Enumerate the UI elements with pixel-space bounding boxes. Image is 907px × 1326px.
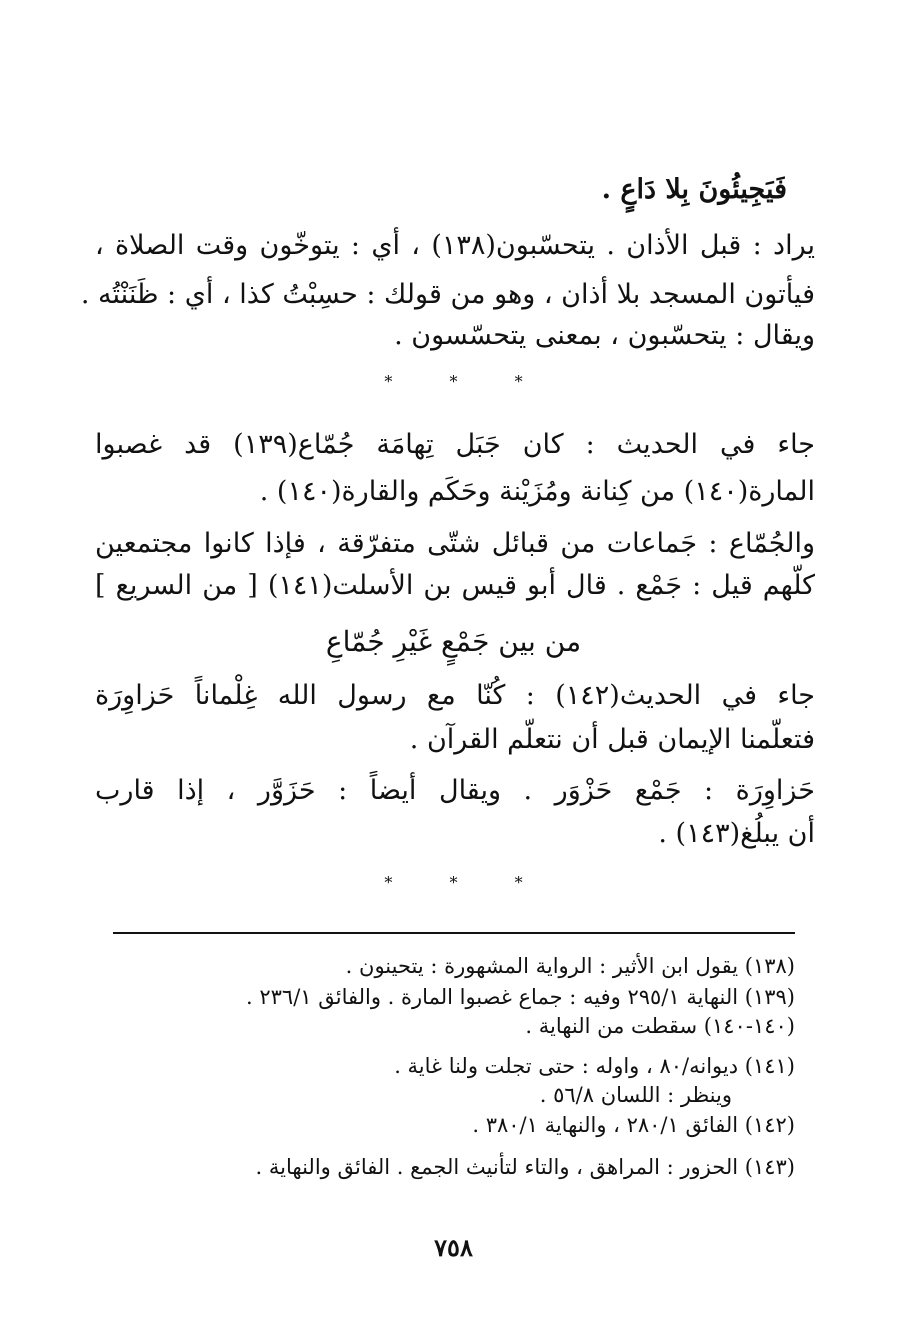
footnote-141-continuation: وينظر : اللسان ٥٦/٨ . [539, 1083, 732, 1107]
text-line-1: فَيَجِيئُونَ بِلا دَاعٍ . [601, 174, 787, 205]
footnote-divider [113, 932, 795, 934]
poetry-verse: من بين جَمْعٍ غَيْرِ جُمّاعِ [325, 625, 582, 658]
footnote-140: (١٤٠-١٤٠) سقطت من النهاية . [525, 1014, 795, 1038]
footnote-141: (١٤١) ديوانه/٨٠ ، واوله : حتى تجلت ولنا غاية . [394, 1054, 795, 1078]
star-icon: * [384, 372, 393, 391]
text-line-9: جاء في الحديث(١٤٢) : كُنّا مع رسول الله غِلْماناً حَزاوِرَة [95, 680, 815, 711]
page-number: ٧٥٨ [434, 1233, 473, 1262]
text-line-2: يراد : قبل الأذان . يتحسّبون(١٣٨) ، أي : يتوخّون وقت الصلاة ، [95, 230, 815, 261]
star-icon: * [514, 873, 523, 892]
text-line-4: ويقال : يتحسّبون ، بمعنى يتحسّسون . [394, 320, 815, 351]
text-line-7: والجُمّاع : جَماعات من قبائل شتّى متفرّقة ، فإذا كانوا مجتمعين [95, 528, 815, 559]
text-line-12: أن يبلُغ(١٤٣) . [658, 818, 815, 849]
star-icon: * [384, 873, 393, 892]
section-separator [0, 873, 907, 893]
footnote-139: (١٣٩) النهاية ٢٩٥/١ وفيه : جماع غصبوا المارة . والفائق ٢٣٦/١ . [246, 985, 795, 1009]
footnote-138: (١٣٨) يقول ابن الأثير : الرواية المشهورة : يتحينون . [345, 954, 795, 978]
star-icon: * [449, 873, 458, 892]
star-icon: * [449, 372, 458, 391]
text-line-11: حَزاوِرَة : جَمْع حَزْوَر . ويقال أيضاً : حَزَوَّر ، إذا قارب [95, 775, 815, 806]
text-line-10: فتعلّمنا الإيمان قبل أن نتعلّم القرآن . [409, 724, 815, 755]
star-icon: * [514, 372, 523, 391]
text-line-8: كلّهم قيل : جَمْع . قال أبو قيس بن الأسلت(١٤١) [ من السريع ] [95, 570, 815, 601]
footnote-142: (١٤٢) الفائق ٢٨٠/١ ، والنهاية ٣٨٠/١ . [472, 1113, 795, 1137]
text-line-5: جاء في الحديث : كان جَبَل تِهامَة جُمّاع(١٣٩) قد غصبوا [95, 429, 815, 460]
section-separator [0, 372, 907, 392]
text-line-6: المارة(١٤٠) من كِنانة ومُزَيْنة وحَكَم والقارة(١٤٠) . [259, 476, 815, 507]
footnote-143: (١٤٣) الحزور : المراهق ، والتاء لتأنيث الجمع . الفائق والنهاية . [255, 1155, 795, 1179]
text-line-3: فيأتون المسجد بلا أذان ، وهو من قولك : حسِبْتُ كذا ، أي : ظَنَنْتُه . [80, 279, 815, 310]
